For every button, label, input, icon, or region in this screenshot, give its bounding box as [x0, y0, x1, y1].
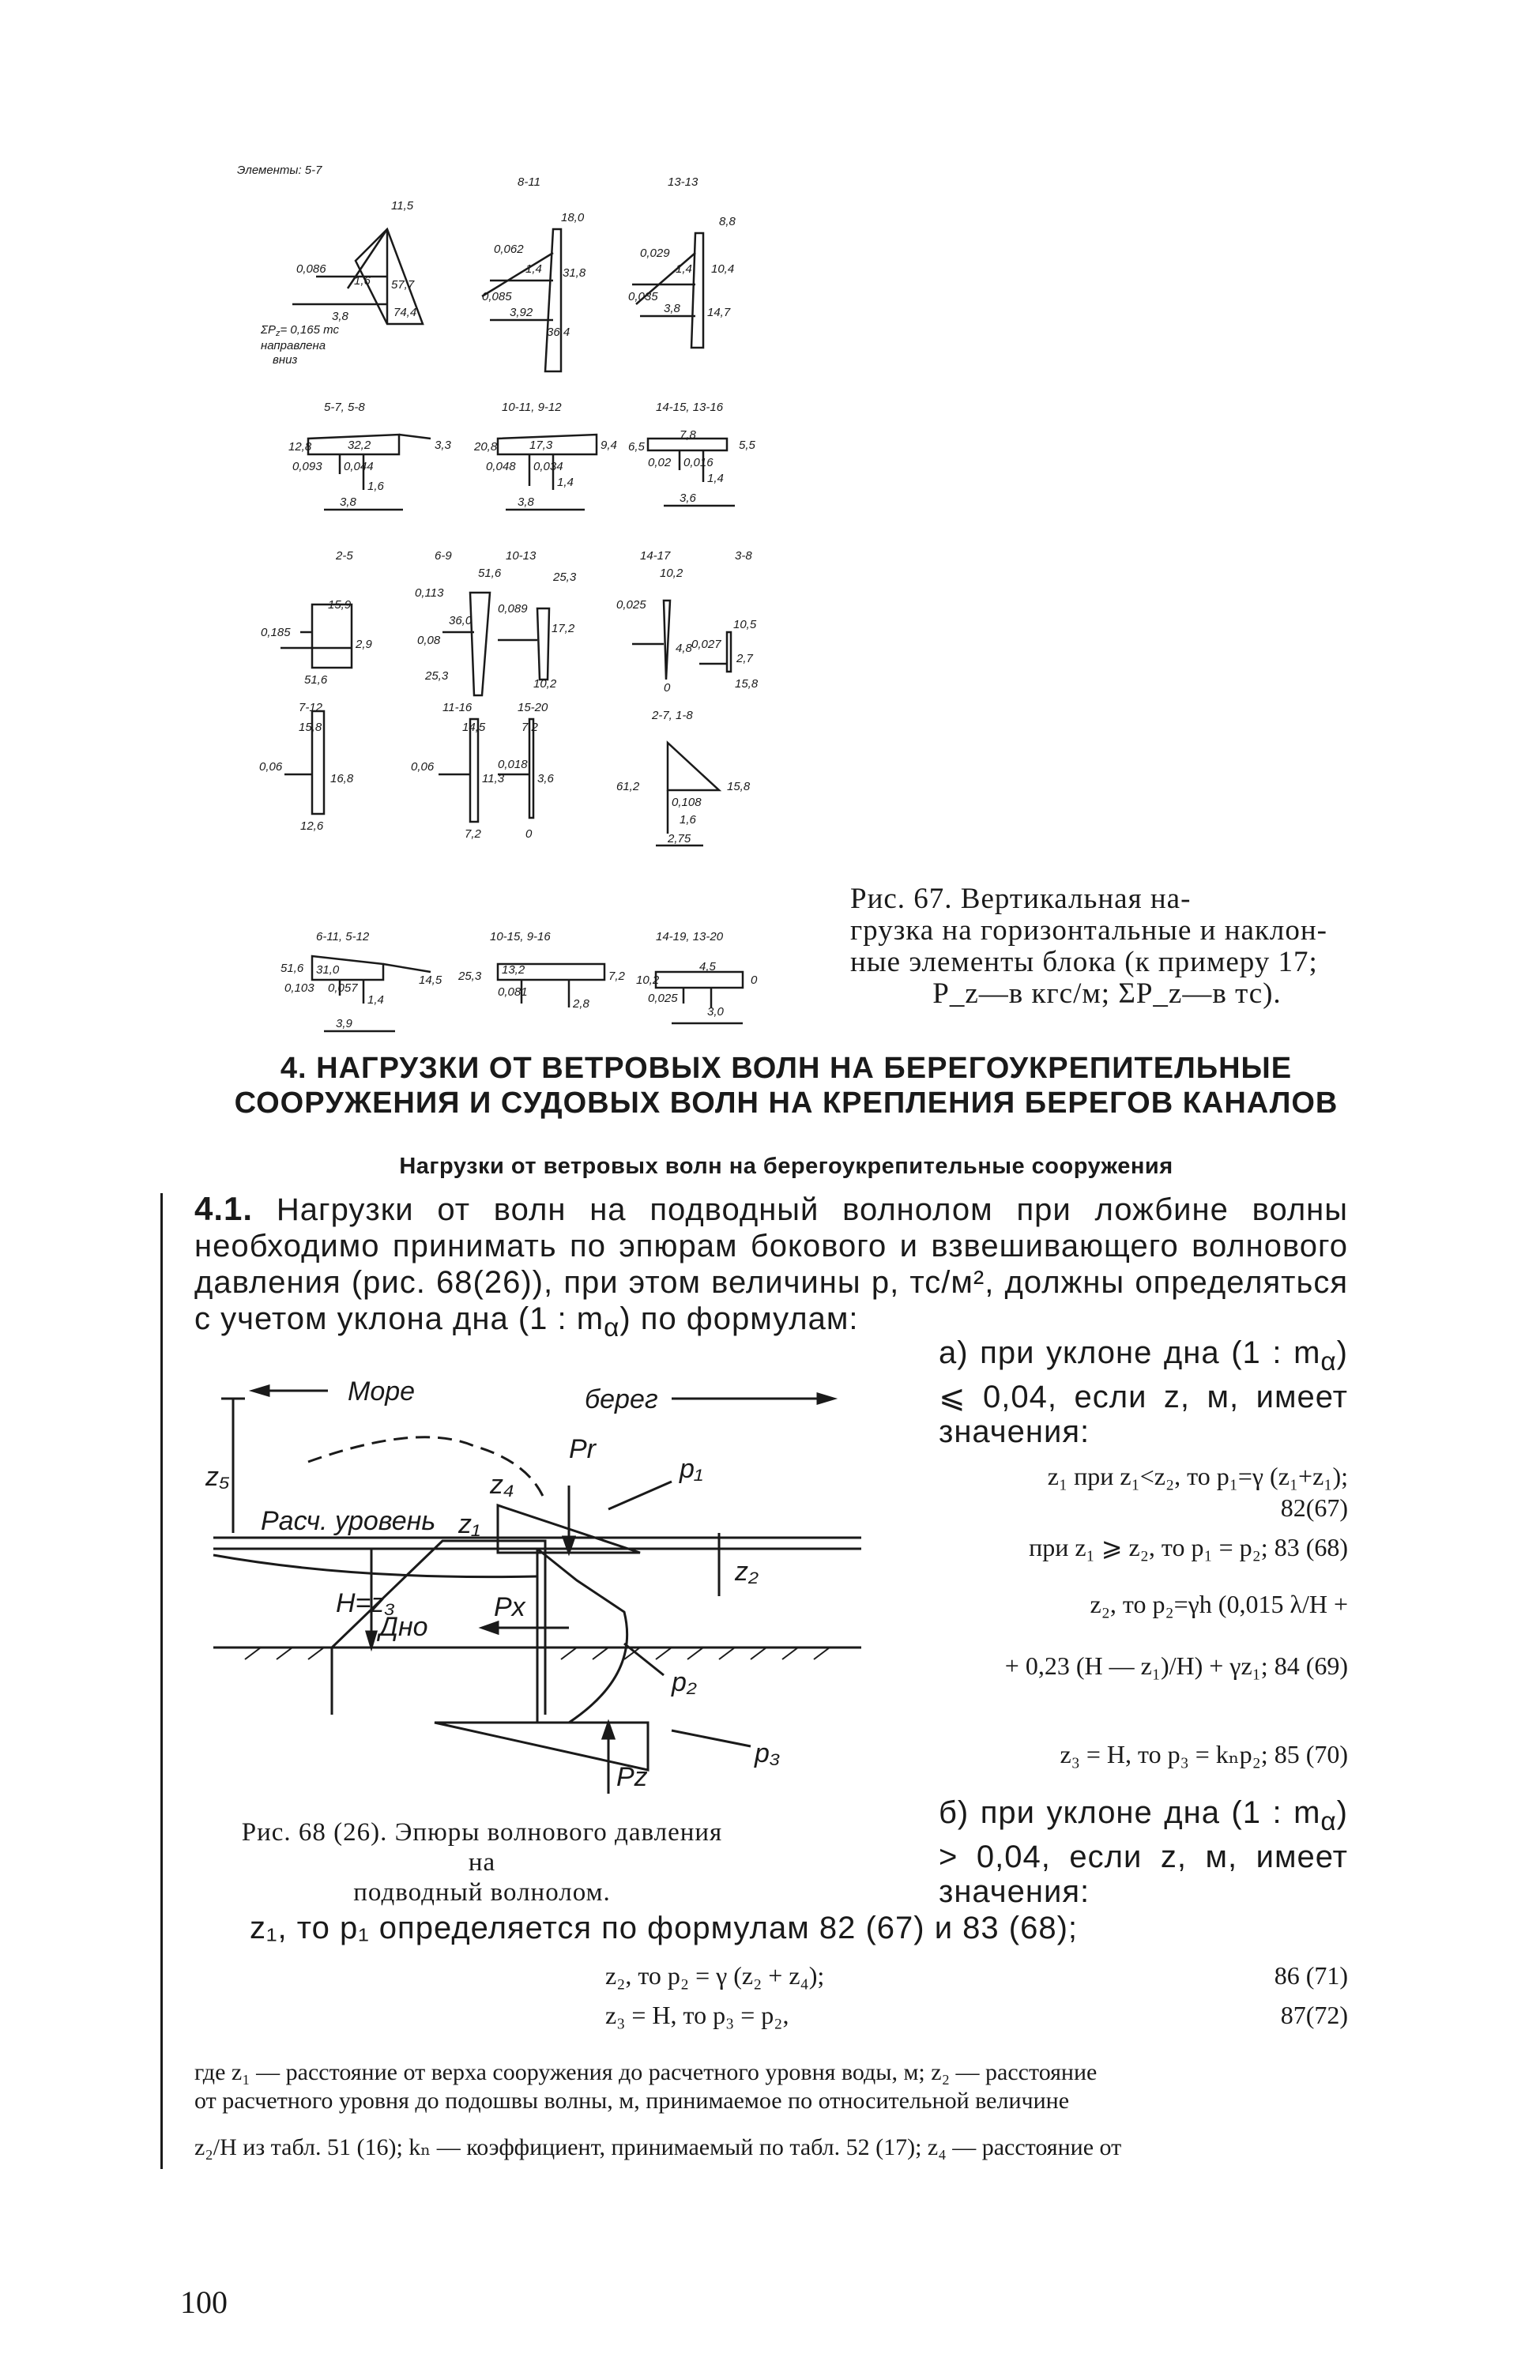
fig67-label: 14,5	[419, 973, 442, 987]
fig68-px-label: Px	[494, 1592, 525, 1622]
paragraph-4-1	[194, 1191, 1348, 1346]
case-b-text: ) > 0,04, если z, м, имеет значения:	[939, 1795, 1348, 1909]
formula-number: 86 (71)	[1274, 1961, 1348, 1990]
fig67-label: 31,0	[316, 963, 340, 977]
case-a-text: ) ⩽ 0,04, если z, м, имеет значения:	[939, 1335, 1348, 1449]
figure-68-diagram	[198, 1375, 877, 1802]
margin-bar	[160, 1193, 163, 2169]
fig67-label: 2,7	[736, 652, 753, 665]
fig68-level-label: Расч. уровень	[261, 1506, 436, 1536]
fig67-label: 3,8	[332, 310, 348, 323]
fig67-label: 1,4	[707, 472, 724, 485]
fig67-label: 0,062	[494, 243, 524, 256]
fig67-label: 15,8	[299, 721, 322, 734]
fig67-label: 3,8	[664, 302, 680, 315]
fig67-label: 9,4	[601, 439, 617, 452]
formula-number: 85 (70)	[1274, 1740, 1348, 1768]
subsection-title: Нагрузки от ветровых волн на берегоукрепительные сооружения	[399, 1154, 1173, 1179]
fig68-z1-label: z₁	[458, 1509, 480, 1539]
footnote-line: где z₁ — расстояние от верха сооружения до расчетного уровня воды, м; z₂ — расстояние	[194, 2059, 1098, 2085]
fig67-label: 3,6	[680, 491, 696, 505]
case-b-z1-line: z₁, то p₁ определяется по формулам 82 (67) и 83 (68);	[250, 1911, 1078, 1945]
fig67-label: 14,7	[707, 306, 731, 319]
fig67-label: 74,4	[393, 306, 417, 319]
fig67-label: 0,081	[498, 985, 528, 999]
fig67-label: 0	[664, 681, 671, 695]
fig67-label: 17,3	[529, 439, 553, 452]
fig67-label: 3,0	[707, 1005, 724, 1019]
fig67-label: 7,2	[521, 721, 538, 734]
fig67-label: 10,4	[711, 262, 735, 276]
fig67-label: 0,025	[616, 598, 646, 612]
fig67-label: 0,108	[672, 796, 702, 809]
fig67-label: 13,2	[502, 963, 525, 977]
fig67-label: 1,4	[525, 262, 542, 276]
fig68-z5-label: z₅	[205, 1462, 230, 1492]
fig67-label: 0,085	[482, 290, 512, 303]
fig67-label: 51,6	[478, 567, 502, 580]
subscript: α	[604, 1313, 620, 1343]
fig67-label: 15,9	[328, 598, 352, 612]
fig67-label: 0,08	[417, 634, 441, 647]
fig67-group-title: 11-16	[442, 701, 473, 714]
formula-number: 82(67)	[1280, 1493, 1348, 1522]
fig67-label: 0,02	[648, 456, 672, 469]
fig67-label: 1,6	[367, 480, 384, 493]
fig67-group-title: 2-7, 1-8	[652, 709, 693, 722]
fig67-label: 7,2	[608, 970, 625, 983]
case-b-text: б) при уклоне дна (1 : m	[939, 1795, 1321, 1830]
fig67-label: 3,9	[336, 1017, 352, 1030]
fig67-label: 0,018	[498, 758, 528, 771]
fig67-sum-label: $\Sigma P_z= 0,165$ тс	[261, 323, 339, 338]
fig68-p3-label: p₃	[755, 1738, 781, 1768]
caption-line: подводный волнолом.	[353, 1878, 611, 1907]
fig67-label: 11,3	[482, 772, 505, 785]
subscript: α	[1320, 1807, 1337, 1836]
fig67-label: 0,06	[411, 760, 435, 774]
formula-number: 87(72)	[1280, 2001, 1348, 2029]
paragraph-text: Нагрузки от волн на подводный волнолом при ложбине волны необходимо принимать по эпюрам бокового и взвешивающего волнового давления (рис. 68(26)), при этом величины p, тс/м², должны определяться с учетом уклона дна (1 : m	[194, 1192, 1348, 1336]
fig67-label: 0,027	[691, 638, 721, 651]
fig67-label: 31,8	[563, 266, 586, 280]
fig67-label: 25,3	[458, 970, 482, 983]
fig67-label: 0,113	[415, 586, 444, 600]
fig67-label: 10,2	[660, 567, 683, 580]
fig67-label: направлена	[261, 339, 326, 352]
fig68-bottom-label: Дно	[379, 1612, 428, 1642]
fig67-group-title: 6-11, 5-12	[316, 930, 370, 943]
fig67-label: 17,2	[552, 622, 575, 635]
formula-text: z₂, то p₂ = γ (z₂ + z₄);	[605, 1961, 825, 1990]
formula-83	[940, 1531, 1348, 1563]
subscript: α	[1320, 1347, 1337, 1376]
caption-line: P_z—в кгс/м; ΣP_z—в тс).	[932, 977, 1282, 1010]
case-a-text: а) при уклоне дна (1 : m	[939, 1335, 1321, 1370]
fig67-label: 1,4	[676, 262, 692, 276]
fig67-label: 25,3	[425, 669, 449, 683]
fig67-label: 15,8	[727, 780, 751, 793]
fig68-pr-label: Pr	[569, 1434, 596, 1464]
fig67-elements-title: Элементы: 5-7	[237, 164, 322, 177]
fig67-label: 20,8	[474, 440, 498, 454]
caption-line: ные элементы блока (к примеру 17;	[850, 946, 1318, 978]
fig67-label: 0,057	[328, 981, 358, 995]
fig68-hz3-label: H=z₃	[336, 1588, 395, 1618]
fig67-group-title: 5-7, 5-8	[324, 401, 365, 414]
fig67-label: 5,5	[739, 439, 755, 452]
fig67-label: 16,8	[330, 772, 354, 785]
fig67-group-title: 6-9	[435, 549, 452, 563]
fig68-p1-label: p₁	[680, 1454, 703, 1484]
fig67-label: 8,8	[719, 215, 736, 228]
fig67-label: 15,8	[735, 677, 759, 691]
fig68-shore-label: берег	[585, 1384, 658, 1414]
fig67-label: 14,5	[462, 721, 486, 734]
fig67-label: 7,8	[680, 428, 696, 442]
fig67-group-title: 13-13	[668, 175, 698, 189]
case-b-lead	[939, 1795, 1348, 1909]
caption-line: грузка на горизонтальные и наклон-	[850, 914, 1327, 947]
section-title-line: 4. НАГРУЗКИ ОТ ВЕТРОВЫХ ВОЛН НА БЕРЕГОУКРЕПИТЕЛЬНЫЕ	[280, 1052, 1293, 1085]
fig67-label: 2,8	[573, 997, 589, 1011]
case-a-lead	[939, 1335, 1348, 1449]
fig67-label: 0,103	[284, 981, 314, 995]
formula-text: z₂, то p₂=γh (0,015 λ/H +	[1090, 1590, 1348, 1618]
formula-number: 84 (69)	[1274, 1651, 1348, 1680]
fig67-group-title: 14-19, 13-20	[656, 930, 724, 943]
formula-text: при z₁ ⩾ z₂, то p₁ = p₂;	[1029, 1533, 1268, 1561]
fig67-label: 3,6	[537, 772, 554, 785]
figure-68-caption	[237, 1817, 727, 1907]
paragraph-number: 4.1.	[194, 1190, 254, 1227]
formula-text: z₃ = H, то p₃ = p₂,	[605, 2001, 789, 2029]
caption-line: Рис. 68 (26). Эпюры волнового давления на	[241, 1818, 723, 1877]
fig67-label: 7,2	[465, 827, 481, 841]
fig67-label: 10,5	[733, 618, 757, 631]
fig67-label: 1,4	[367, 993, 384, 1007]
fig67-label: 0,025	[648, 992, 678, 1005]
fig68-sea-label: Море	[348, 1376, 416, 1407]
fig67-label: 0,093	[292, 460, 322, 473]
formula-text: z₁ при z₁<z₂, то p₁=γ (z₁+z₁);	[1047, 1462, 1348, 1490]
fig67-label: 3,8	[518, 495, 534, 509]
fig67-group-title: 14-17	[640, 549, 671, 563]
fig67-label: 18,0	[561, 211, 585, 224]
section-title-line: СООРУЖЕНИЯ И СУДОВЫХ ВОЛН НА КРЕПЛЕНИЯ БЕРЕГОВ КАНАЛОВ	[234, 1086, 1339, 1120]
fig67-group-title: 14-15, 13-16	[656, 401, 724, 414]
fig67-label: 3,92	[510, 306, 533, 319]
fig68-z4-label: z₄	[490, 1470, 514, 1500]
fig67-group-title: 3-8	[735, 549, 752, 563]
formula-85	[940, 1738, 1348, 1770]
footnote-line: от расчетного уровня до подошвы волны, м, принимаемое по относительной величине	[194, 2088, 1070, 2114]
formula-text: z₃ = H, то p₃ = kₙp₂;	[1060, 1740, 1268, 1768]
fig67-label: 32,2	[348, 439, 371, 452]
fig67-label: 57,7	[391, 278, 415, 292]
fig68-z2-label: z₂	[735, 1557, 759, 1587]
footnote-line: z₂/H из табл. 51 (16); kₙ — коэффициент, принимаемый по табл. 52 (17); z₄ — расстояние от	[194, 2134, 1122, 2160]
fig67-label: 0,035	[628, 290, 658, 303]
fig67-label: 1,6	[354, 274, 371, 288]
fig67-label: 51,6	[304, 673, 328, 687]
fig67-label: 0,089	[498, 602, 528, 616]
fig67-group-title: 10-15, 9-16	[490, 930, 551, 943]
fig67-label: 0,029	[640, 247, 670, 260]
caption-line: Рис. 67. Вертикальная на-	[850, 883, 1192, 915]
fig67-label: 36,0	[449, 614, 473, 627]
fig67-label: 0,016	[683, 456, 714, 469]
fig67-label: 0,048	[486, 460, 516, 473]
fig68-p2-label: p₂	[672, 1667, 697, 1697]
fig67-label: 3,3	[435, 439, 451, 452]
figure-67-diagrams	[237, 158, 838, 1059]
fig67-label: 0	[751, 973, 758, 987]
fig67-group-title: 2-5	[336, 549, 353, 563]
fig67-label: вниз	[273, 353, 298, 367]
fig67-group-title: 15-20	[518, 701, 548, 714]
formula-text: + 0,23 (H — z₁)/H) + γz₁;	[1004, 1651, 1268, 1680]
formula-84	[940, 1588, 1348, 1681]
fig67-label: 0,06	[259, 760, 283, 774]
fig68-pz-label: Pz	[616, 1762, 648, 1792]
section-title	[190, 1051, 1383, 1120]
fig67-label: 1,6	[680, 813, 696, 827]
fig67-label: 12,8	[288, 440, 312, 454]
fig67-label: 4,5	[699, 960, 716, 973]
fig67-group-title: 8-11	[518, 175, 540, 189]
fig67-label: 10,2	[533, 677, 557, 691]
fig67-label: 1,4	[557, 476, 574, 489]
fig67-label: 2,9	[356, 638, 372, 651]
figure-67-caption	[850, 883, 1364, 1010]
paragraph-text: ) по формулам:	[619, 1301, 859, 1336]
fig67-group-title: 10-13	[506, 549, 537, 563]
fig67-label: 3,8	[340, 495, 356, 509]
fig67-label: 12,6	[300, 819, 324, 833]
fig67-label: 4,8	[676, 642, 692, 655]
fig67-label: 0	[525, 827, 533, 841]
fig67-label: 10,2	[636, 973, 660, 987]
fig67-label: 25,3	[553, 571, 577, 584]
fig67-label: 51,6	[281, 962, 304, 975]
fig67-label: 36,4	[547, 326, 570, 339]
fig67-label: 2,75	[668, 832, 691, 845]
fig67-label: 6,5	[628, 440, 645, 454]
fig67-group-title: 10-11, 9-12	[502, 401, 562, 414]
fig67-label: 0,185	[261, 626, 291, 639]
fig67-label: 0,086	[296, 262, 326, 276]
formula-number: 83 (68)	[1274, 1533, 1348, 1561]
formula-82	[940, 1460, 1348, 1523]
fig67-group-title: 7-12	[299, 701, 323, 714]
fig67-label: 0,044	[344, 460, 374, 473]
fig67-label: 0,034	[533, 460, 563, 473]
fig67-label: 61,2	[616, 780, 640, 793]
fig67-label: 11,5	[391, 199, 414, 213]
page-number: 100	[180, 2284, 228, 2320]
